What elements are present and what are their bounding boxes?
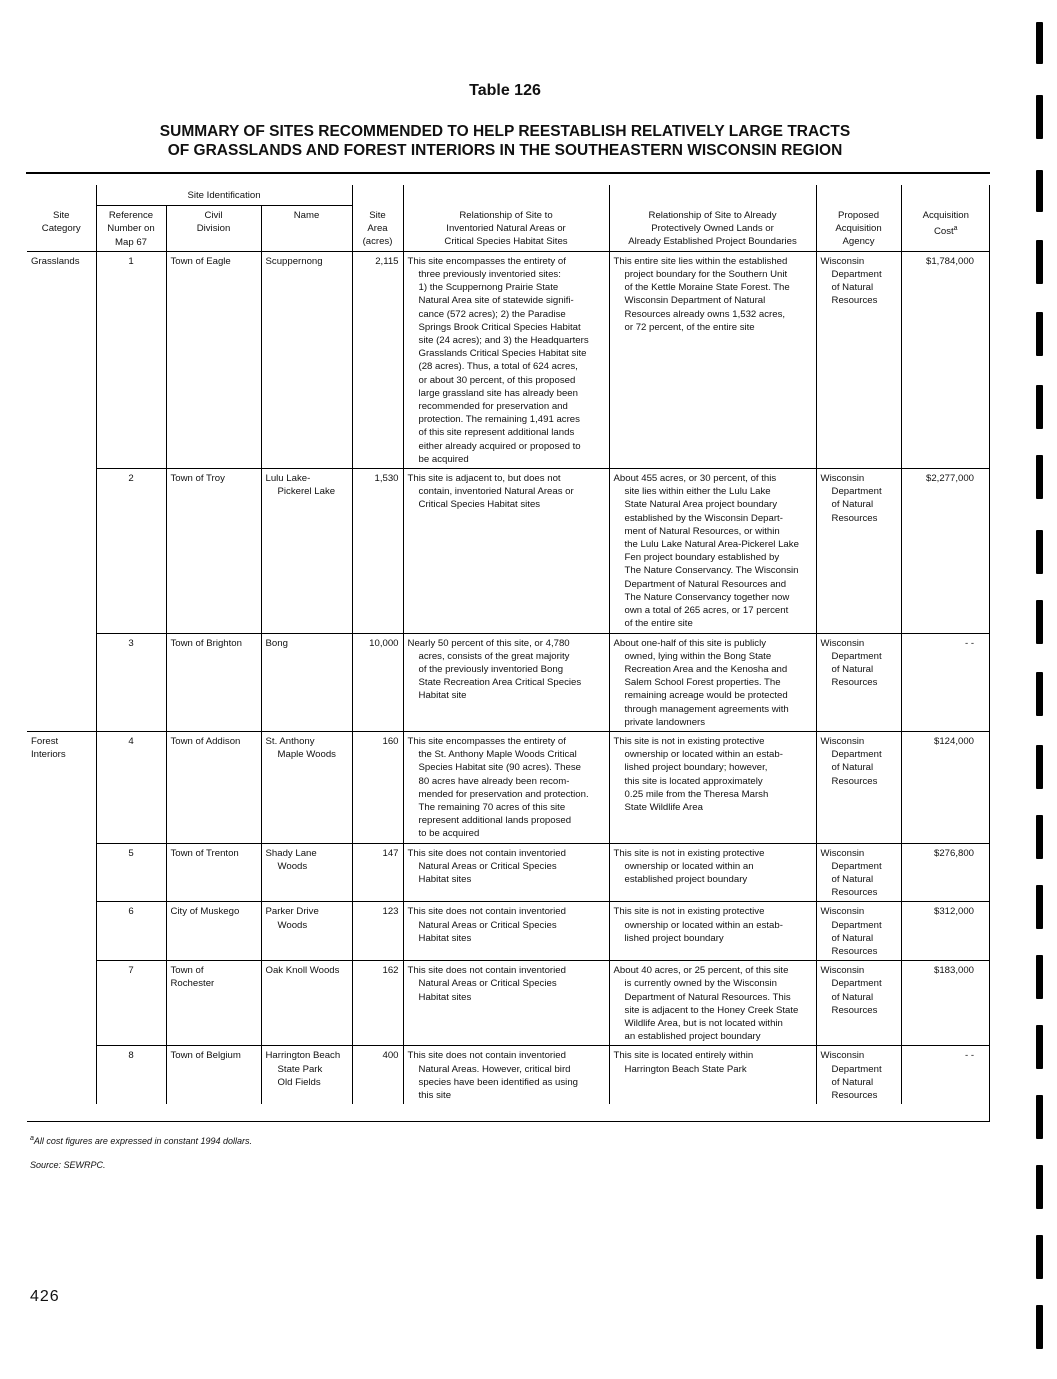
table-row [27, 902, 990, 961]
site-name-cell: Harrington Beach State Park Old Fields [261, 1046, 352, 1104]
civil-division-cell: Town of Eagle [166, 251, 261, 468]
relationship-owned-cell: This site is not in existing protective ownership or located within an estab- lished project boundary; however, this site is located approximately 0.25 mile from the Theresa Marsh State Wildlife Area [609, 731, 816, 843]
site-identification-header: Site Identification [96, 185, 352, 206]
table-row [27, 731, 990, 843]
acquisition-cost-cell: $312,000 [901, 902, 990, 961]
binding-mark [1036, 1305, 1043, 1349]
relationship-natural-cell: Nearly 50 percent of this site, or 4,780 acres, consists of the great majority of the previously inventoried Bong State Recreation Area Critical Species Habitat site [403, 633, 609, 731]
title-line-2: OF GRASSLANDS AND FOREST INTERIORS IN THE SOUTHEASTERN WISCONSIN REGION [167, 142, 843, 159]
reference-number-cell: 1 [96, 251, 166, 468]
site-area-cell: 10,000 [352, 633, 403, 731]
site-name-cell: Lulu Lake- Pickerel Lake [261, 469, 352, 633]
table-row [27, 469, 990, 633]
acquisition-cost-cell: - - [901, 633, 990, 731]
site-category-cell [27, 843, 96, 902]
cost-header: Acquisition Cost$^a$ [901, 206, 990, 252]
binding-mark [1036, 1025, 1043, 1069]
top-rule [26, 172, 990, 174]
binding-mark [1036, 1165, 1043, 1209]
civil-division-cell: Town of Troy [166, 469, 261, 633]
site-category-cell: Forest Interiors [27, 731, 96, 843]
site-area-cell: 123 [352, 902, 403, 961]
binding-mark [1036, 885, 1043, 929]
civil-division-cell: Town of Addison [166, 731, 261, 843]
page-number: 426 [30, 1288, 60, 1305]
relationship-owned-cell: This site is not in existing protective ownership or located within an established project boundary [609, 843, 816, 902]
acquisition-cost-cell: $2,277,000 [901, 469, 990, 633]
site-area-cell: 400 [352, 1046, 403, 1104]
table-row [27, 843, 990, 902]
acquisition-agency-cell: Wisconsin Department of Natural Resources [816, 469, 901, 633]
acquisition-agency-cell: Wisconsin Department of Natural Resources [816, 843, 901, 902]
reference-number-cell: 4 [96, 731, 166, 843]
acquisition-cost-cell: $183,000 [901, 961, 990, 1046]
relationship-natural-cell: This site does not contain inventoried Natural Areas. However, critical bird species have been identified as using this site [403, 1046, 609, 1104]
site-area-header: Site Area (acres) [352, 206, 403, 252]
acquisition-cost-cell: $276,800 [901, 843, 990, 902]
reference-number-cell: 5 [96, 843, 166, 902]
binding-mark [1036, 955, 1043, 999]
title-line-1: SUMMARY OF SITES RECOMMENDED TO HELP REESTABLISH RELATIVELY LARGE TRACTS [159, 123, 851, 140]
site-name-cell: Oak Knoll Woods [261, 961, 352, 1046]
civil-division-cell: Town of Brighton [166, 633, 261, 731]
reference-number-cell: 6 [96, 902, 166, 961]
relationship-natural-cell: This site does not contain inventoried Natural Areas or Critical Species Habitat sites [403, 902, 609, 961]
acquisition-agency-cell: Wisconsin Department of Natural Resources [816, 902, 901, 961]
relationship-owned-cell: About 455 acres, or 30 percent, of this site lies within either the Lulu Lake State Natural Area project boundary established by the Wisconsin Depart- ment of Natural Resources, or within the Lulu Lake Natural Area-Pickerel Lake Fen project boundary established by The Nature Conservancy. The Wisconsin Department of Natural Resources and The Nature Conservancy together now own a total of 265 acres, or 17 percent of the entire site [609, 469, 816, 633]
site-name-cell: Shady Lane Woods [261, 843, 352, 902]
summary-table [27, 185, 990, 1104]
relationship-natural-header: Relationship of Site to Inventoried Natural Areas or Critical Species Habitat Sites [403, 206, 609, 252]
binding-mark [1036, 455, 1043, 499]
reference-number-header: Reference Number on Map 67 [96, 206, 166, 252]
site-category-cell [27, 633, 96, 731]
site-area-cell: 2,115 [352, 251, 403, 468]
civil-division-cell: City of Muskego [166, 902, 261, 961]
table-title [0, 122, 1010, 160]
reference-number-cell: 7 [96, 961, 166, 1046]
binding-mark [1036, 385, 1043, 429]
relationship-owned-header: Relationship of Site to Already Protectively Owned Lands or Already Established Project Boundaries [609, 206, 816, 252]
relationship-natural-cell: This site encompasses the entirety of the St. Anthony Maple Woods Critical Species Habitat site (90 acres). These 80 acres have already been recom- mended for preservation and protection. The remaining 70 acres of this site represent additional lands proposed to be acquired [403, 731, 609, 843]
site-category-header: Site Category [27, 206, 96, 252]
reference-number-cell: 2 [96, 469, 166, 633]
relationship-owned-cell: This site is located entirely within Harrington Beach State Park [609, 1046, 816, 1104]
civil-division-cell: Town of Trenton [166, 843, 261, 902]
acquisition-agency-cell: Wisconsin Department of Natural Resources [816, 731, 901, 843]
binding-mark [1036, 600, 1043, 644]
acquisition-agency-cell: Wisconsin Department of Natural Resources [816, 633, 901, 731]
reference-number-cell: 3 [96, 633, 166, 731]
site-area-cell: 1,530 [352, 469, 403, 633]
relationship-natural-cell: This site does not contain inventoried Natural Areas or Critical Species Habitat sites [403, 843, 609, 902]
acquisition-agency-cell: Wisconsin Department of Natural Resources [816, 961, 901, 1046]
relationship-owned-cell: About one-half of this site is publicly owned, lying within the Bong State Recreation Area and the Kenosha and Salem School Forest properties. The remaining acreage would be protected through management agreements with private landowners [609, 633, 816, 731]
binding-mark [1036, 170, 1043, 212]
relationship-owned-cell: About 40 acres, or 25 percent, of this site is currently owned by the Wisconsin Department of Natural Resources. This site is adjacent to the Honey Creek State Wildlife Area, but is not located within an established project boundary [609, 961, 816, 1046]
site-name-cell: Bong [261, 633, 352, 731]
binding-mark [1036, 1095, 1043, 1139]
table-row [27, 1046, 990, 1104]
binding-mark [1036, 672, 1043, 716]
civil-division-header: Civil Division [166, 206, 261, 252]
acquisition-agency-cell: Wisconsin Department of Natural Resources [816, 1046, 901, 1104]
civil-division-cell: Town of Belgium [166, 1046, 261, 1104]
binding-mark [1036, 745, 1043, 789]
footnote: $^a$All cost figures are expressed in constant 1994 dollars. [30, 1135, 253, 1146]
acquisition-cost-cell: $124,000 [901, 731, 990, 843]
site-category-cell: Grasslands [31, 255, 80, 267]
relationship-owned-cell: This site is not in existing protective ownership or located within an estab- lished project boundary [609, 902, 816, 961]
acquisition-cost-cell: - - [901, 1046, 990, 1104]
site-name-cell: Scuppernong [261, 251, 352, 468]
binding-mark [1036, 312, 1043, 356]
site-name-cell: St. Anthony Maple Woods [261, 731, 352, 843]
table-number: Table 126 [469, 82, 541, 99]
source-note: Source: SEWRPC. [30, 1160, 106, 1170]
relationship-natural-cell: This site is adjacent to, but does not contain, inventoried Natural Areas or Critical Species Habitat sites [403, 469, 609, 633]
site-area-cell: 162 [352, 961, 403, 1046]
binding-mark [1036, 815, 1043, 859]
binding-mark [1036, 95, 1043, 139]
table-row [27, 251, 990, 468]
binding-mark [1036, 530, 1043, 574]
reference-number-cell: 8 [96, 1046, 166, 1104]
site-category-cell [27, 1046, 96, 1104]
site-name-cell: Parker Drive Woods [261, 902, 352, 961]
site-category-cell [27, 961, 96, 1046]
name-header: Name [261, 206, 352, 252]
binding-mark [1036, 1235, 1043, 1279]
table-row [27, 633, 990, 731]
table-row [27, 961, 990, 1046]
acquisition-agency-cell: Wisconsin Department of Natural Resources [816, 251, 901, 468]
civil-division-cell: Town of Rochester [166, 961, 261, 1046]
site-category-cell [27, 469, 96, 633]
header-row [27, 206, 990, 252]
site-area-cell: 160 [352, 731, 403, 843]
relationship-owned-cell: This entire site lies within the established project boundary for the Southern Unit of the Kettle Moraine State Forest. The Wisconsin Department of Natural Resources already owns 1,532 acres, or 72 percent, of the entire site [609, 251, 816, 468]
site-category-cell [27, 902, 96, 961]
relationship-natural-cell: This site encompasses the entirety of three previously inventoried sites: 1) the Scuppernong Prairie State Natural Area site of statewide signifi- cance (572 acres); 2) the Paradise Springs Brook Critical Species Habitat site (24 acres); and 3) the Headquarters Grasslands Critical Species Habitat site (28 acres). Thus, a total of 624 acres, or about 30 percent, of this proposed large grassland site has already been recommended for preservation and protection. The remaining 1,491 acres of this site represent additional lands either already acquired or proposed to be acquired [403, 251, 609, 468]
acquisition-cost-cell: $1,784,000 [901, 251, 990, 468]
agency-header: Proposed Acquisition Agency [816, 206, 901, 252]
binding-mark [1036, 240, 1043, 284]
binding-mark [1036, 22, 1043, 64]
site-area-cell: 147 [352, 843, 403, 902]
relationship-natural-cell: This site does not contain inventoried Natural Areas or Critical Species Habitat sites [403, 961, 609, 1046]
